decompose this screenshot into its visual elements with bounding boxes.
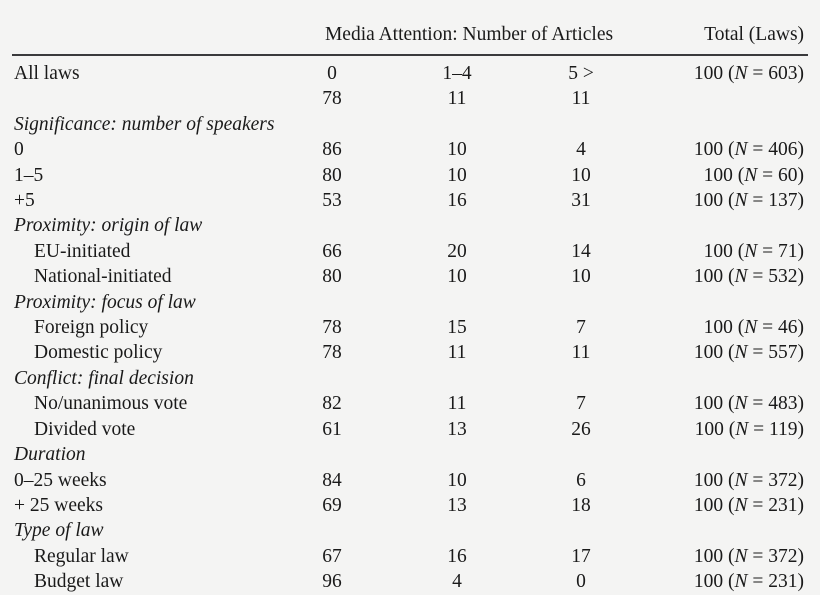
row-label: 1–5 bbox=[14, 164, 44, 186]
total-prefix: 100 ( bbox=[693, 469, 735, 491]
cell-col3: 18 bbox=[571, 494, 591, 516]
total-prefix: 100 ( bbox=[703, 317, 745, 339]
total-n-symbol: N bbox=[734, 63, 748, 84]
cell-total bbox=[656, 417, 808, 442]
cell-col1: 53 bbox=[322, 190, 342, 212]
cell-col2: 4 bbox=[452, 571, 462, 593]
table-header-row bbox=[12, 0, 808, 52]
total-suffix: = 60) bbox=[757, 164, 805, 186]
cell-col2: 13 bbox=[447, 418, 467, 440]
cell-col3: 4 bbox=[576, 139, 586, 161]
row-label: 0–25 weeks bbox=[14, 469, 107, 491]
section-heading: Proximity: origin of law bbox=[14, 215, 203, 237]
total-n-symbol: N bbox=[734, 190, 748, 212]
total-suffix: = 372) bbox=[747, 469, 805, 491]
table-row bbox=[12, 137, 808, 162]
total-suffix: = 231) bbox=[747, 571, 805, 593]
total-n-symbol: N bbox=[734, 494, 748, 516]
cell-col3: 6 bbox=[576, 469, 586, 491]
cell-col1: 82 bbox=[322, 393, 342, 415]
total-prefix: 100 ( bbox=[693, 190, 735, 212]
total-suffix: = 46) bbox=[757, 317, 805, 339]
cell-total bbox=[656, 391, 808, 416]
cell-col1: 84 bbox=[322, 469, 342, 491]
cell-total bbox=[656, 315, 808, 340]
row-label: Divided vote bbox=[34, 418, 136, 440]
cell-col2: 11 bbox=[447, 88, 467, 110]
cell-total bbox=[656, 264, 808, 289]
cell-col1: 66 bbox=[322, 240, 342, 262]
cell-col1: 0 bbox=[327, 63, 337, 84]
cell-col2: 13 bbox=[447, 494, 467, 516]
total-n-symbol: N bbox=[744, 240, 758, 262]
total-n-symbol: N bbox=[734, 469, 748, 491]
cell-col2: 10 bbox=[447, 266, 467, 288]
cell-col1: 61 bbox=[322, 418, 342, 440]
table-row bbox=[12, 468, 808, 493]
total-prefix: 100 ( bbox=[693, 342, 735, 364]
table-row bbox=[12, 315, 808, 340]
table-section-row bbox=[12, 290, 808, 315]
total-n-symbol: N bbox=[734, 342, 748, 364]
cell-col3: 17 bbox=[571, 545, 591, 567]
media-attention-table bbox=[12, 0, 808, 595]
cell-col2: 10 bbox=[447, 139, 467, 161]
cell-total bbox=[656, 340, 808, 365]
table-row bbox=[12, 56, 808, 86]
section-heading: Proximity: focus of law bbox=[14, 291, 196, 313]
total-n-symbol: N bbox=[735, 418, 749, 440]
section-heading: Type of law bbox=[14, 520, 104, 542]
table-section-row bbox=[12, 366, 808, 391]
total-suffix: = 406) bbox=[747, 139, 805, 161]
cell-col1: 67 bbox=[322, 545, 342, 567]
table-row bbox=[12, 569, 808, 594]
cell-col1: 69 bbox=[322, 494, 342, 516]
cell-col2: 11 bbox=[447, 393, 467, 415]
total-n-symbol: N bbox=[744, 164, 758, 186]
total-prefix: 100 ( bbox=[693, 63, 735, 84]
total-n-symbol: N bbox=[744, 317, 758, 339]
total-prefix: 100 ( bbox=[703, 240, 745, 262]
cell-total bbox=[656, 493, 808, 518]
cell-col3: 26 bbox=[571, 418, 591, 440]
cell-col3: 10 bbox=[571, 164, 591, 186]
table-section-row bbox=[12, 213, 808, 238]
total-suffix: = 71) bbox=[757, 240, 805, 262]
total-n-symbol: N bbox=[734, 139, 748, 161]
cell-total bbox=[656, 56, 808, 86]
cell-col3: 5 > bbox=[568, 63, 594, 84]
total-suffix: = 532) bbox=[747, 266, 805, 288]
row-label: Budget law bbox=[34, 571, 124, 593]
row-label bbox=[12, 86, 282, 111]
cell-col2: 11 bbox=[447, 342, 467, 364]
cell-col3: 31 bbox=[571, 190, 591, 212]
total-prefix: 100 ( bbox=[693, 494, 735, 516]
row-label: +5 bbox=[14, 190, 35, 212]
table-section-row bbox=[12, 442, 808, 467]
total-n-symbol: N bbox=[734, 393, 748, 415]
cell-col2: 1–4 bbox=[442, 63, 472, 84]
total-suffix: = 119) bbox=[748, 418, 805, 440]
total-n-symbol: N bbox=[734, 545, 748, 567]
cell-col3: 11 bbox=[571, 88, 591, 110]
table-row bbox=[12, 188, 808, 213]
cell-col1: 78 bbox=[322, 317, 342, 339]
cell-col3: 10 bbox=[571, 266, 591, 288]
cell-col2: 15 bbox=[447, 317, 467, 339]
cell-col3: 7 bbox=[576, 393, 586, 415]
row-label: EU-initiated bbox=[34, 240, 131, 262]
cell-total bbox=[656, 544, 808, 569]
cell-col1: 78 bbox=[322, 88, 342, 110]
cell-total bbox=[656, 569, 808, 594]
table-section-row bbox=[12, 518, 808, 543]
cell-col3: 7 bbox=[576, 317, 586, 339]
row-label: 0 bbox=[14, 139, 24, 161]
total-n-symbol: N bbox=[734, 571, 748, 593]
total-prefix: 100 ( bbox=[693, 393, 735, 415]
total-suffix: = 557) bbox=[747, 342, 805, 364]
row-label: No/unanimous vote bbox=[34, 393, 188, 415]
table-row bbox=[12, 86, 808, 111]
cell-col2: 10 bbox=[447, 164, 467, 186]
table-row bbox=[12, 264, 808, 289]
table-row bbox=[12, 163, 808, 188]
header-total-laws: Total (Laws) bbox=[704, 24, 805, 45]
table-row bbox=[12, 340, 808, 365]
total-prefix: 100 ( bbox=[693, 266, 735, 288]
cell-col1: 78 bbox=[322, 342, 342, 364]
table-header bbox=[12, 0, 808, 56]
cell-col1: 86 bbox=[322, 139, 342, 161]
total-suffix: = 483) bbox=[747, 393, 805, 415]
row-label: Foreign policy bbox=[34, 317, 149, 339]
section-heading: Significance: number of speakers bbox=[14, 113, 275, 135]
row-label: All laws bbox=[14, 63, 80, 84]
cell-col2: 16 bbox=[447, 190, 467, 212]
cell-total bbox=[656, 239, 808, 264]
section-heading: Duration bbox=[14, 444, 86, 466]
total-prefix: 100 ( bbox=[693, 545, 735, 567]
cell-total bbox=[656, 86, 808, 111]
total-suffix: = 372) bbox=[747, 545, 805, 567]
cell-col2: 10 bbox=[447, 469, 467, 491]
cell-col3: 14 bbox=[571, 240, 591, 262]
total-prefix: 100 ( bbox=[694, 418, 736, 440]
total-prefix: 100 ( bbox=[693, 139, 735, 161]
cell-total bbox=[656, 163, 808, 188]
cell-col3: 11 bbox=[571, 342, 591, 364]
table-row bbox=[12, 239, 808, 264]
cell-total bbox=[656, 137, 808, 162]
header-blank-cell bbox=[12, 0, 282, 52]
row-label: National-initiated bbox=[34, 266, 172, 288]
table-row bbox=[12, 391, 808, 416]
table-row bbox=[12, 493, 808, 518]
row-label: Domestic policy bbox=[34, 342, 163, 364]
cell-col3: 0 bbox=[576, 571, 586, 593]
table-row bbox=[12, 544, 808, 569]
table-section-row bbox=[12, 112, 808, 137]
cell-col2: 16 bbox=[447, 545, 467, 567]
row-label: + 25 weeks bbox=[14, 494, 103, 516]
cell-total bbox=[656, 468, 808, 493]
total-suffix: = 603) bbox=[747, 63, 805, 84]
table-body bbox=[12, 56, 808, 595]
total-suffix: = 137) bbox=[747, 190, 805, 212]
cell-total bbox=[656, 188, 808, 213]
total-suffix: = 231) bbox=[747, 494, 805, 516]
total-prefix: 100 ( bbox=[693, 571, 735, 593]
total-n-symbol: N bbox=[734, 266, 748, 288]
cell-col1: 80 bbox=[322, 266, 342, 288]
table-row bbox=[12, 417, 808, 442]
row-label: Regular law bbox=[34, 545, 129, 567]
cell-col1: 96 bbox=[322, 571, 342, 593]
total-prefix: 100 ( bbox=[703, 164, 745, 186]
cell-col1: 80 bbox=[322, 164, 342, 186]
cell-col2: 20 bbox=[447, 240, 467, 262]
header-media-attention: Media Attention: Number of Articles bbox=[324, 24, 614, 45]
section-heading: Conflict: final decision bbox=[14, 367, 194, 389]
